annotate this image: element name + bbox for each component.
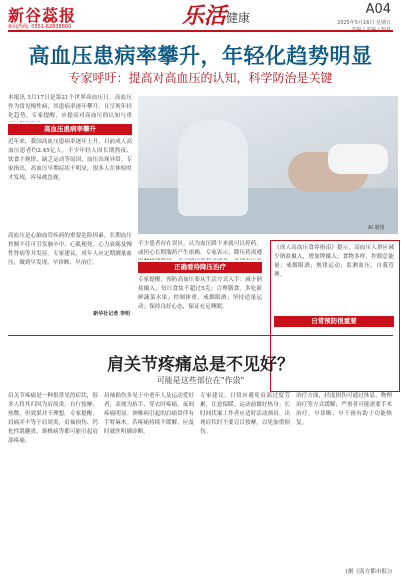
story1-col2: 高血压是心脑血管疾病的重要危险因素，长期血压控制不佳可引发脑卒中、心肌梗死、心力衰竭及慢性肾病等并发症。专家建议，成年人应定期测量血压，做到早发现、早诊断、早治疗。 [8,233,132,266]
story1-col1: 近年来，我国高血压患病率逐年上升，目前成人高血压患者约2.45亿人。不少年轻人因长期熬夜、饮食不规律、缺乏运动等原因，血压出现异常。专家指出，高血压早期症状不明显，很多人在体检时才发现，容易被忽视。 [8,139,132,181]
story2-col1: 肩关节疼痛是一种很常见的症状，很多人将其归因为肩周炎，自行按摩、热敷，但效果并不理想。专家提醒，肩痛并不等于肩周炎，肩袖损伤、钙化性肌腱炎、颈椎病等都可能引起肩部疼痛。 [8,393,98,444]
story1-subhead-mid: 正确看待降压治疗 [138,262,262,273]
story2-jump: (据《南方都市报》) [345,569,392,575]
news-hotline: 新闻热线: 0551-62838800 [8,24,72,30]
section-name: 健康 [226,11,251,25]
story1-subheadline: 专家呼吁：提高对高血压的认知，科学防治是关键 [68,71,333,85]
story1-col3: 不少患者存在误区，认为血压降下来就可以停药，或担心长期服药产生依赖。专家表示，降压药需遵 [138,241,262,256]
story1-headline: 高血压患病率攀升，年轻化趋势明显 [28,44,373,68]
story1-box-text: 《成人高血压食养指南》提示，高血压人群应减少钠盐摄入，增加钾摄入；食物多样，控制总能量；戒烟限酒；规律运动；监测血压，自我管理。 [274,245,394,278]
story1-col4: 专家提醒，预防高血压要从生活方式入手：减少钠盐摄入，每日食盐不超过5克；合理膳食，多吃新鲜蔬菜水果；控制体重，戒烟限酒；坚持适量运动；保持良好心态，保证充足睡眠。 [138,277,262,310]
page-number: A04 [365,2,391,17]
story1-subhead-left: 高血压患病率攀升 [8,124,132,135]
story2-col4: 治疗方面，轻度损伤可通过休息、物理治疗等方式缓解；严重者可能需要手术治疗。早诊断、早干预有助于功能恢复。 [296,393,392,426]
photo-caption: AI 制图 [368,225,385,231]
section-divider [8,335,393,336]
story1-photo [138,96,398,234]
story1-lead: 本报讯 5月17日是第21个世界高血压日。高血压作为常见慢性病，其患病率逐年攀升，且呈现年轻化趋势。专家提醒，应提高对高血压的认知与重 [8,95,132,119]
story2-col2: 肩袖损伤多见于中老年人及运动爱好者，表现为抬手、穿衣时疼痛，夜间疼痛明显。颈椎病引起的肩痛常伴有手臂麻木。若疼痛持续不缓解，应及时就医明确诊断。 [104,393,194,435]
story2-subheadline: 可能是这些部位在"作祟" [156,376,245,385]
story1-subhead-right: 日常预防很重要 [274,316,394,327]
story2-headline: 肩关节疼痛总是不见好？ [107,355,294,375]
issue-date: 2025年5月16日 星期五 [337,20,391,26]
masthead-rule [8,30,393,32]
section-logo: 乐活 [182,4,227,29]
newspaper-logo: 新谷蕊报 [8,6,77,25]
story1-byline: 新华社记者 李明 [93,311,130,317]
story2-col3: 专家建议，日常应避免肩部过度劳累，注意保暖；运动前做好热身；长时间伏案工作者应适时活动颈肩。出现症状时不要盲目按摩，以免加重损伤。 [200,393,290,435]
